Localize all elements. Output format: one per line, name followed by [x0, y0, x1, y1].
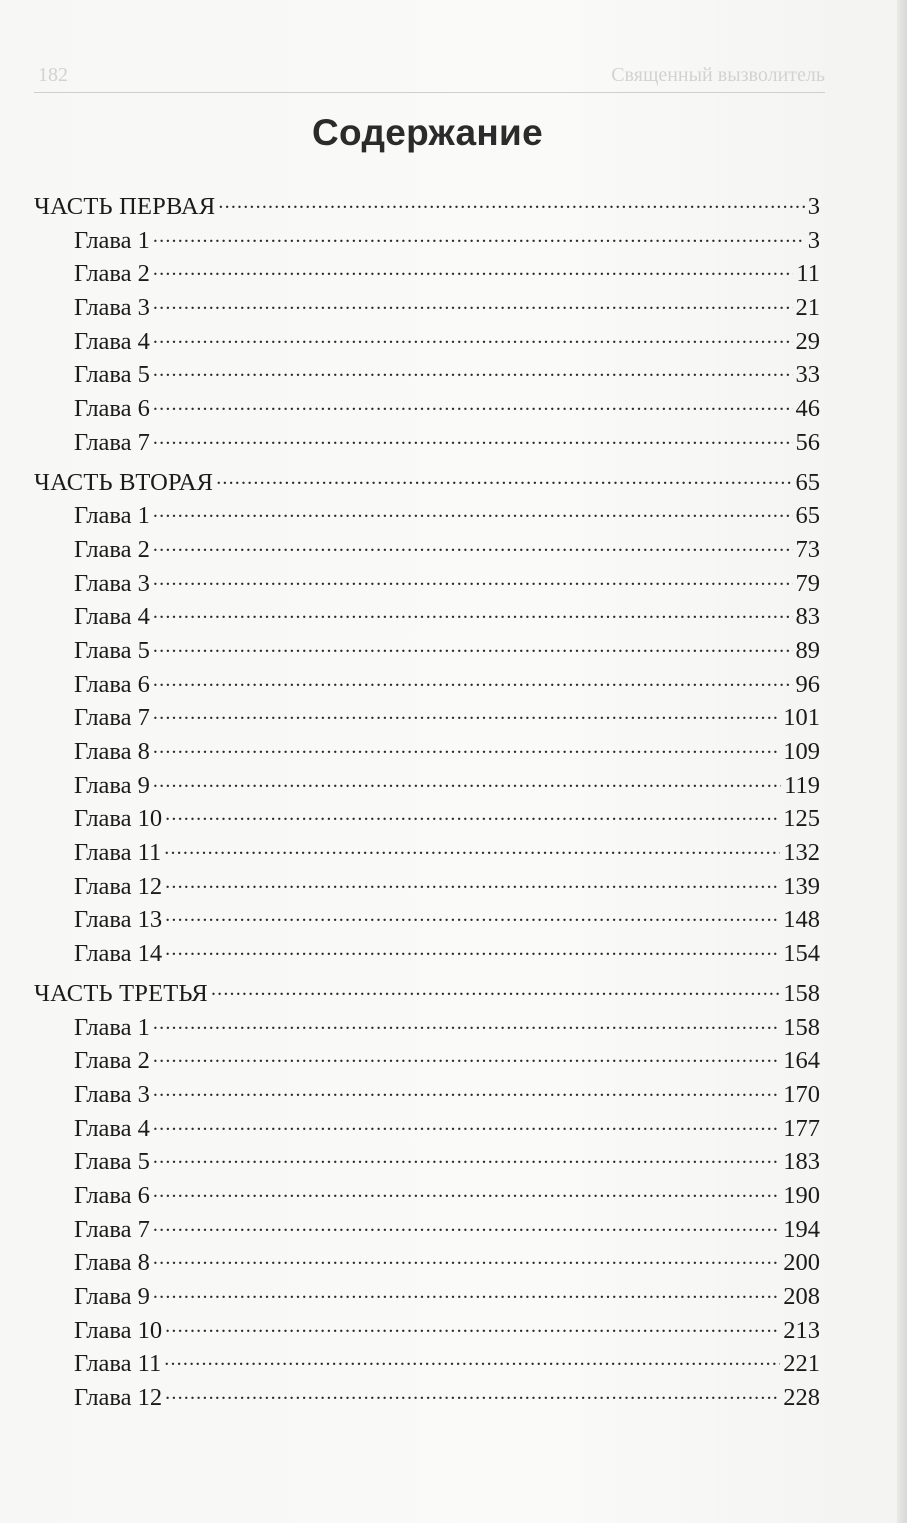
toc-chapter-entry-label: Глава 1 [74, 1013, 150, 1041]
toc-chapter-entry[interactable] [34, 533, 820, 567]
dot-leader [153, 325, 793, 349]
dot-leader [153, 1280, 780, 1304]
toc-chapter-entry-label: Глава 2 [74, 1047, 150, 1075]
toc-part [34, 190, 820, 460]
dot-leader [153, 567, 793, 591]
toc-chapter-entry-page-number: 11 [796, 260, 820, 288]
dot-leader [164, 1347, 780, 1371]
toc-part-heading-label: ЧАСТЬ ТРЕТЬЯ [34, 979, 208, 1007]
toc-chapter-entry-page-number: 29 [795, 327, 820, 355]
dot-leader [153, 426, 793, 450]
toc-chapter-entry-label: Глава 6 [74, 670, 150, 698]
dot-leader [153, 769, 781, 793]
toc-chapter-entry-label: Глава 4 [74, 327, 150, 355]
toc-chapter-entry-label: Глава 10 [74, 805, 163, 833]
toc-chapter-entry-label: Глава 10 [74, 1316, 163, 1344]
dot-leader [153, 257, 793, 281]
toc-chapter-entry-label: Глава 14 [74, 940, 163, 968]
toc-part [34, 466, 820, 971]
toc-chapter-entry[interactable] [34, 358, 820, 392]
toc-chapter-entry[interactable] [34, 836, 820, 870]
toc-chapter-entry-label: Глава 3 [74, 569, 150, 597]
toc-chapter-entry[interactable] [34, 291, 820, 325]
dot-leader [165, 903, 780, 927]
toc-chapter-entry[interactable] [34, 1145, 820, 1179]
toc-chapter-entry-page-number: 158 [783, 1013, 820, 1041]
toc-chapter-entry-page-number: 148 [783, 906, 820, 934]
toc-part-heading-label: ЧАСТЬ ВТОРАЯ [34, 468, 214, 496]
dot-leader [153, 1179, 780, 1203]
toc-part-heading[interactable] [34, 190, 820, 224]
dot-leader [153, 735, 780, 759]
dot-leader [153, 1044, 780, 1068]
toc-chapter-entry-page-number: 154 [783, 940, 820, 968]
toc-chapter-entry-page-number: 56 [795, 428, 820, 456]
dot-leader [165, 937, 780, 961]
toc-chapter-entry-page-number: 73 [795, 535, 820, 563]
dot-leader [165, 1381, 780, 1405]
toc-chapter-entry-page-number: 3 [807, 226, 820, 254]
toc-chapter-entry-label: Глава 4 [74, 1114, 150, 1142]
toc-chapter-entry-label: Глава 7 [74, 428, 150, 456]
toc-chapter-entry-page-number: 83 [795, 603, 820, 631]
table-of-contents [34, 190, 820, 1415]
toc-chapter-entry-page-number: 46 [795, 395, 820, 423]
toc-chapter-entry-page-number: 119 [784, 771, 820, 799]
toc-chapter-entry-label: Глава 6 [74, 395, 150, 423]
toc-chapter-entry[interactable] [34, 769, 820, 803]
toc-chapter-entry[interactable] [34, 1381, 820, 1415]
toc-chapter-entry-page-number: 96 [795, 670, 820, 698]
toc-chapter-entry[interactable] [34, 600, 820, 634]
toc-chapter-entry-page-number: 183 [783, 1148, 820, 1176]
toc-chapter-entry-label: Глава 3 [74, 1080, 150, 1108]
toc-chapter-entry-label: Глава 8 [74, 738, 150, 765]
dot-leader [153, 1112, 780, 1136]
dot-leader [153, 1078, 780, 1102]
toc-chapter-entry[interactable] [34, 567, 820, 601]
toc-chapter-entry-page-number: 101 [783, 704, 820, 732]
toc-chapter-entry[interactable] [34, 1347, 820, 1381]
toc-chapter-entry[interactable] [34, 1112, 820, 1146]
toc-chapter-entry[interactable] [34, 802, 820, 836]
toc-chapter-entry[interactable] [34, 1280, 820, 1314]
dot-leader [164, 836, 780, 860]
toc-chapter-entry-page-number: 213 [783, 1316, 820, 1344]
toc-chapter-entry-page-number: 33 [795, 361, 820, 389]
toc-chapter-entry-label: Глава 4 [74, 603, 150, 631]
toc-chapter-entry[interactable] [34, 499, 820, 533]
toc-chapter-entry-label: Глава 8 [74, 1249, 150, 1277]
dot-leader [153, 291, 793, 315]
toc-chapter-entry-label: Глава 12 [74, 1384, 163, 1412]
toc-chapter-entry[interactable] [34, 701, 820, 735]
toc-chapter-entry[interactable] [34, 426, 820, 460]
toc-chapter-entry[interactable] [34, 1246, 820, 1280]
toc-chapter-entry[interactable] [34, 1078, 820, 1112]
dot-leader [165, 870, 780, 894]
toc-chapter-entry-page-number: 208 [783, 1283, 820, 1310]
toc-part-heading-page-number: 65 [795, 468, 820, 496]
toc-part [34, 977, 820, 1415]
toc-chapter-entry[interactable] [34, 634, 820, 668]
bleed-through-header [34, 62, 825, 93]
toc-part-heading[interactable] [34, 466, 820, 500]
toc-chapter-entry[interactable] [34, 937, 820, 971]
dot-leader [153, 600, 793, 624]
toc-chapter-entry-page-number: 89 [795, 636, 820, 664]
dot-leader [153, 1145, 780, 1169]
toc-chapter-entry-page-number: 132 [783, 839, 820, 867]
dot-leader [153, 1011, 780, 1035]
toc-part-heading-page-number: 3 [807, 193, 820, 220]
toc-chapter-entry-label: Глава 7 [74, 1215, 150, 1243]
toc-chapter-entry-label: Глава 5 [74, 1148, 150, 1176]
dot-leader [216, 466, 792, 490]
toc-part-heading-label: ЧАСТЬ ПЕРВАЯ [34, 193, 216, 220]
toc-chapter-entry[interactable] [34, 668, 820, 702]
toc-chapter-entry-page-number: 164 [783, 1047, 820, 1075]
page-title: Содержание [312, 112, 543, 153]
toc-chapter-entry[interactable] [34, 257, 820, 291]
toc-chapter-entry[interactable] [34, 1179, 820, 1213]
dot-leader [165, 802, 780, 826]
toc-chapter-entry[interactable] [34, 1011, 820, 1045]
toc-chapter-entry[interactable] [34, 325, 820, 359]
page-edge [897, 0, 907, 1523]
toc-chapter-entry-label: Глава 11 [74, 1350, 162, 1378]
toc-chapter-entry[interactable] [34, 1314, 820, 1348]
dot-leader [211, 977, 780, 1001]
dot-leader [153, 701, 780, 725]
toc-chapter-entry-label: Глава 9 [74, 771, 150, 799]
toc-chapter-entry-page-number: 21 [795, 294, 820, 322]
toc-chapter-entry-label: Глава 13 [74, 906, 163, 934]
toc-chapter-entry-page-number: 125 [783, 805, 820, 833]
bleed-running-title: Священный вызволитель [611, 64, 825, 86]
toc-chapter-entry-label: Глава 11 [74, 839, 162, 867]
toc-chapter-entry-label: Глава 3 [74, 294, 150, 322]
toc-chapter-entry[interactable] [34, 870, 820, 904]
dot-leader [165, 1314, 780, 1338]
toc-chapter-entry-page-number: 228 [783, 1384, 820, 1412]
dot-leader [153, 499, 793, 523]
dot-leader [153, 634, 793, 658]
dot-leader [153, 1213, 780, 1237]
toc-chapter-entry-page-number: 190 [783, 1181, 820, 1209]
toc-chapter-entry-label: Глава 5 [74, 361, 150, 389]
toc-chapter-entry-page-number: 109 [783, 738, 820, 765]
toc-chapter-entry-label: Глава 5 [74, 636, 150, 664]
dot-leader [153, 392, 793, 416]
bleed-page-number: 182 [38, 64, 68, 86]
toc-chapter-entry-label: Глава 2 [74, 260, 150, 288]
toc-chapter-entry-label: Глава 6 [74, 1181, 150, 1209]
toc-chapter-entry-page-number: 65 [795, 502, 820, 530]
dot-leader [153, 358, 793, 382]
toc-chapter-entry-label: Глава 1 [74, 226, 150, 254]
dot-leader [153, 668, 793, 692]
toc-chapter-entry[interactable] [34, 392, 820, 426]
toc-chapter-entry[interactable] [34, 735, 820, 769]
dot-leader [153, 1246, 780, 1270]
toc-chapter-entry[interactable] [34, 903, 820, 937]
toc-chapter-entry[interactable] [34, 1213, 820, 1247]
toc-chapter-entry-label: Глава 7 [74, 704, 150, 732]
toc-part-heading-page-number: 158 [783, 979, 820, 1007]
toc-chapter-entry-page-number: 139 [783, 872, 820, 900]
dot-leader [153, 224, 805, 248]
toc-chapter-entry-label: Глава 9 [74, 1283, 150, 1310]
toc-chapter-entry-page-number: 177 [783, 1114, 820, 1142]
toc-chapter-entry[interactable] [34, 224, 820, 258]
toc-part-heading[interactable] [34, 977, 820, 1011]
toc-chapter-entry-page-number: 170 [783, 1080, 820, 1108]
dot-leader [218, 190, 804, 214]
toc-chapter-entry[interactable] [34, 1044, 820, 1078]
toc-chapter-entry-page-number: 79 [795, 569, 820, 597]
toc-chapter-entry-page-number: 194 [783, 1215, 820, 1243]
toc-chapter-entry-page-number: 200 [783, 1249, 820, 1277]
toc-chapter-entry-label: Глава 12 [74, 872, 163, 900]
toc-chapter-entry-page-number: 221 [783, 1350, 820, 1378]
toc-chapter-entry-label: Глава 1 [74, 502, 150, 530]
toc-chapter-entry-label: Глава 2 [74, 535, 150, 563]
dot-leader [153, 533, 793, 557]
